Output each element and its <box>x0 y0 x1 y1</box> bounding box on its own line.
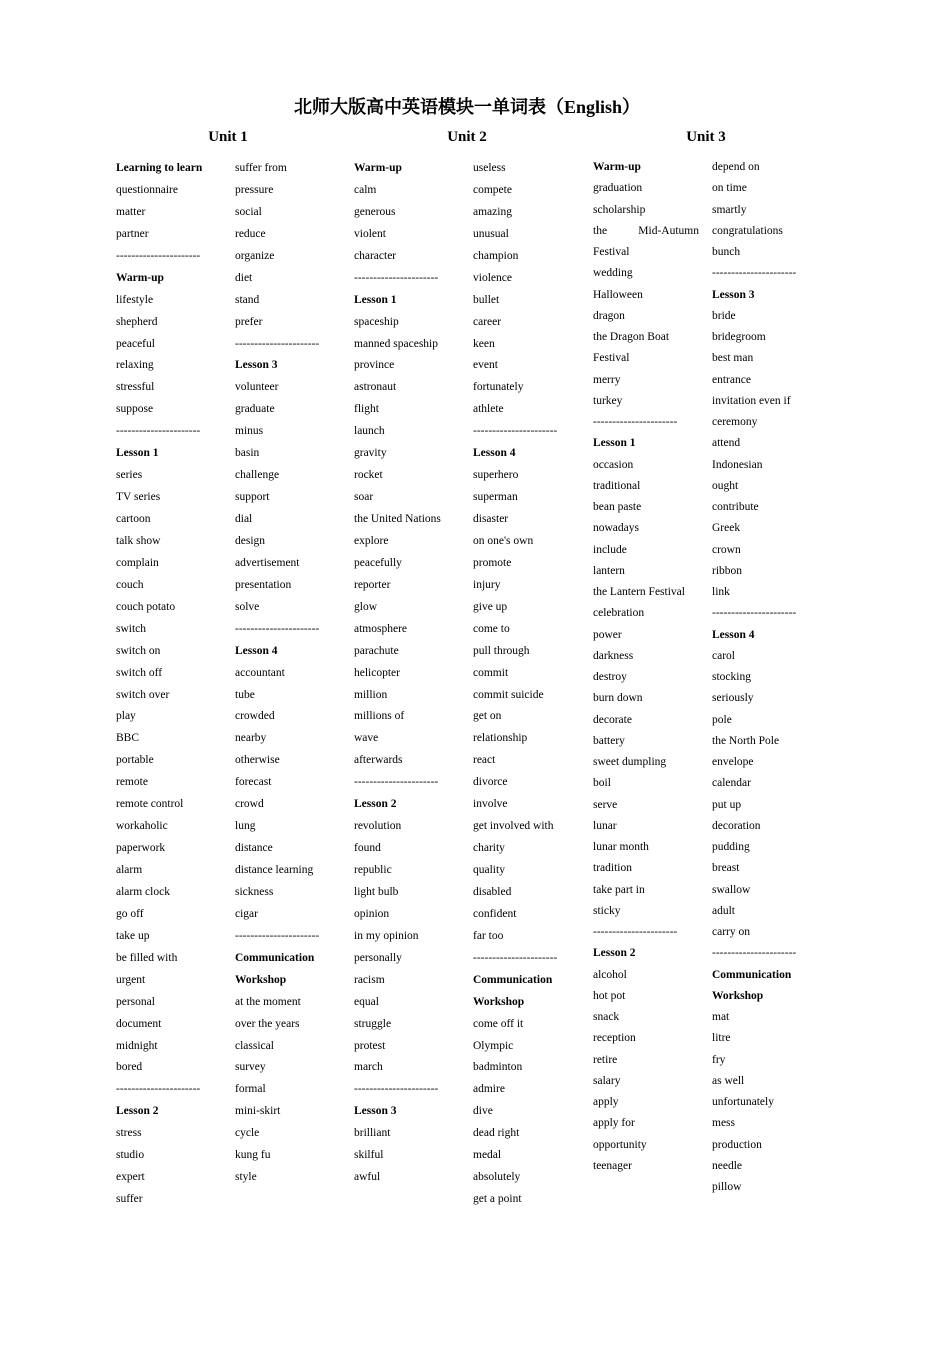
vocab-word: Halloween <box>593 288 643 301</box>
vocab-word: rocket <box>354 469 383 482</box>
section-heading: Workshop <box>712 989 764 1002</box>
vocab-word: destroy <box>593 671 627 683</box>
vocab-word: absolutely <box>473 1171 521 1184</box>
vocab-word: racism <box>354 973 385 986</box>
vocab-word: production <box>712 1138 762 1151</box>
section-heading: Warm-up <box>354 162 402 174</box>
section-heading: Lesson 2 <box>354 798 397 811</box>
vocab-word: the United Nations <box>354 513 441 525</box>
vocab-word: diet <box>235 271 253 284</box>
vocab-word: suffer <box>116 1193 143 1206</box>
vocab-word: breast <box>712 862 740 875</box>
vocab-word: reporter <box>354 578 391 591</box>
vocab-word: opinion <box>354 907 390 920</box>
vocab-word: graduation <box>593 182 643 195</box>
vocab-word: commit suicide <box>473 688 544 701</box>
vocab-word: disabled <box>473 885 512 898</box>
vocab-word: give up <box>473 600 508 613</box>
vocab-word: violence <box>473 271 512 284</box>
section-divider: ---------------------- <box>593 926 678 938</box>
vocab-word: switch off <box>116 666 163 679</box>
vocab-word: fry <box>712 1053 726 1066</box>
vocab-word: play <box>116 710 136 723</box>
vocab-word: superhero <box>473 469 519 482</box>
vocab-word: pressure <box>235 183 274 196</box>
section-divider: ---------------------- <box>712 607 797 620</box>
vocab-word: explore <box>354 534 389 547</box>
vocab-word: midnight <box>116 1039 158 1052</box>
vocab-word: republic <box>354 864 392 876</box>
vocab-word: switch over <box>116 688 170 701</box>
section-heading: Communication <box>473 973 553 986</box>
vocab-word: over the years <box>235 1017 300 1030</box>
vocab-word: flight <box>354 403 379 416</box>
vocab-word: couch <box>116 578 144 591</box>
vocab-word: suppose <box>116 403 154 416</box>
vocab-word: document <box>116 1017 162 1030</box>
vocab-word: pull through <box>473 644 530 657</box>
vocab-word: serve <box>593 798 618 811</box>
vocab-word: advertisement <box>235 556 300 569</box>
vocab-word: mess <box>712 1117 735 1130</box>
vocab-word: challenge <box>235 469 280 482</box>
vocab-word: adult <box>712 904 735 917</box>
vocab-word: workaholic <box>116 820 168 833</box>
vocab-word: commit <box>473 666 509 679</box>
vocab-word: formal <box>235 1083 266 1096</box>
vocab-word: Olympic <box>473 1039 514 1052</box>
page-title: 北师大版高中英语模块一单词表（English） <box>293 97 641 117</box>
section-heading: Lesson 4 <box>235 644 278 657</box>
vocab-word: generous <box>354 205 396 218</box>
vocab-word: congratulations <box>712 224 783 237</box>
vocab-word: darkness <box>593 649 634 662</box>
vocab-word: alarm <box>116 864 143 876</box>
vocab-word: skilful <box>354 1149 384 1162</box>
vocab-word: career <box>473 315 502 328</box>
vocab-word: carry on <box>712 926 750 938</box>
vocab-word: series <box>116 469 143 482</box>
unit-heading: Unit 2 <box>447 129 487 145</box>
vocab-word: sweet dumpling <box>593 756 667 768</box>
vocab-word: talk show <box>116 534 161 547</box>
vocab-word: stress <box>116 1127 142 1140</box>
vocab-word: disaster <box>473 513 509 525</box>
vocab-word: boil <box>593 777 611 790</box>
vocab-word: tradition <box>593 862 632 875</box>
vocab-word: take up <box>116 929 150 942</box>
vocab-word: TV series <box>116 491 161 504</box>
vocab-word: take part in <box>593 883 645 896</box>
section-divider: ---------------------- <box>473 951 558 964</box>
vocab-word: come off it <box>473 1017 524 1030</box>
vocab-word: wave <box>354 732 379 745</box>
section-divider: ---------------------- <box>354 776 439 789</box>
section-divider: ---------------------- <box>116 1083 201 1096</box>
vocab-word: basin <box>235 447 260 460</box>
vocab-word: questionnaire <box>116 183 178 196</box>
vocab-word: include <box>593 543 627 556</box>
vocab-word: salary <box>593 1074 621 1087</box>
vocab-word: crowded <box>235 710 275 723</box>
vocab-word: pillow <box>712 1181 742 1193</box>
vocab-word: survey <box>235 1061 266 1074</box>
vocab-word: social <box>235 205 262 218</box>
vocab-word: studio <box>116 1149 145 1162</box>
vocab-word: equal <box>354 995 379 1008</box>
vocab-word: unfortunately <box>712 1096 774 1108</box>
section-heading: Lesson 2 <box>593 947 636 960</box>
vocab-word: lifestyle <box>116 293 154 306</box>
vocab-word: charity <box>473 842 505 855</box>
vocab-word: cartoon <box>116 513 151 525</box>
vocab-word: burn down <box>593 692 643 705</box>
vocab-word: opportunity <box>593 1138 647 1151</box>
vocab-word: compete <box>473 183 512 196</box>
vocab-word: involve <box>473 798 508 811</box>
section-heading: Lesson 3 <box>712 288 755 301</box>
vocab-word: expert <box>116 1171 145 1184</box>
vocab-word: protest <box>354 1039 386 1052</box>
vocab-word: be filled with <box>116 951 178 964</box>
vocab-word: entrance <box>712 373 751 386</box>
vocab-word: come to <box>473 622 510 635</box>
vocab-word: contribute <box>712 501 759 513</box>
vocab-word: peacefully <box>354 556 402 569</box>
vocab-word: apply <box>593 1096 619 1108</box>
vocab-word: quality <box>473 864 505 876</box>
vocab-word: divorce <box>473 776 508 789</box>
vocab-word: glow <box>354 600 377 613</box>
vocab-word: on time <box>712 182 747 195</box>
vocab-word: far too <box>473 929 504 942</box>
vocab-word: nearby <box>235 732 267 745</box>
vocab-word: march <box>354 1061 383 1074</box>
vocab-word: awful <box>354 1171 381 1184</box>
vocab-word: graduate <box>235 403 275 416</box>
vocab-word: the North Pole <box>712 734 780 747</box>
vocab-word: react <box>473 754 496 767</box>
vocab-word: prefer <box>235 315 263 328</box>
vocab-word: battery <box>593 734 625 747</box>
word-column <box>116 158 226 1211</box>
vocab-word: dial <box>235 513 253 525</box>
vocab-word: alcohol <box>593 968 627 981</box>
vocab-word: found <box>354 842 381 855</box>
vocab-word: style <box>235 1171 257 1184</box>
vocab-word: astronaut <box>354 381 397 394</box>
vocab-word: retire <box>593 1053 618 1066</box>
vocab-word: urgent <box>116 973 146 986</box>
vocab-word: confident <box>473 907 517 920</box>
vocab-word: ceremony <box>712 416 758 428</box>
vocab-word: the Dragon Boat <box>593 331 670 343</box>
vocab-word: apply for <box>593 1117 635 1130</box>
vocab-word: switch on <box>116 644 161 657</box>
vocab-word: organize <box>235 249 275 262</box>
vocab-word: soar <box>354 491 374 504</box>
vocab-word: alarm clock <box>116 885 170 898</box>
vocab-word: parachute <box>354 644 399 657</box>
vocab-word: put up <box>712 798 742 811</box>
section-divider: ---------------------- <box>235 929 320 942</box>
vocab-word: admire <box>473 1083 505 1096</box>
unit-heading: Unit 1 <box>208 129 248 145</box>
vocab-word: matter <box>116 205 146 218</box>
vocab-word: best man <box>712 352 754 365</box>
vocab-word: turkey <box>593 394 623 407</box>
vocab-word: lung <box>235 820 256 833</box>
section-heading: Lesson 1 <box>116 447 159 460</box>
vocab-word: bean paste <box>593 501 642 513</box>
vocab-word: on one's own <box>473 534 534 547</box>
vocab-word: pole <box>712 713 732 726</box>
vocab-word: BBC <box>116 732 140 745</box>
vocab-word: merry <box>593 373 621 386</box>
vocab-word: the Lantern Festival <box>593 586 685 598</box>
word-column <box>473 158 583 1211</box>
vocab-word: relaxing <box>116 359 154 372</box>
vocab-word: in my opinion <box>354 929 419 942</box>
section-heading: Warm-up <box>593 161 641 173</box>
vocab-word: smartly <box>712 203 747 216</box>
vocab-word: brilliant <box>354 1127 391 1140</box>
vocab-word: character <box>354 249 397 262</box>
section-divider: ---------------------- <box>116 425 201 438</box>
vocab-word: mini-skirt <box>235 1105 281 1118</box>
vocab-word: peaceful <box>116 337 155 350</box>
vocab-word: go off <box>116 907 144 920</box>
vocab-word: champion <box>473 249 519 262</box>
vocab-word: classical <box>235 1039 274 1052</box>
vocab-word: suffer from <box>235 162 287 174</box>
vocab-word: personally <box>354 951 402 964</box>
vocab-word: amazing <box>473 205 512 218</box>
vocab-word: Greek <box>712 522 741 535</box>
section-heading: Workshop <box>235 973 287 986</box>
vocab-word: gravity <box>354 447 387 460</box>
section-divider: ---------------------- <box>712 947 797 960</box>
vocab-word: get involved with <box>473 820 554 833</box>
vocab-word: as well <box>712 1074 745 1087</box>
vocab-word: stocking <box>712 671 751 683</box>
vocab-word: stressful <box>116 381 155 394</box>
vocab-word: wedding <box>593 267 633 280</box>
vocab-word: promote <box>473 556 512 569</box>
section-heading: Lesson 2 <box>116 1105 159 1118</box>
word-column <box>593 157 699 1177</box>
vocab-word: design <box>235 534 266 547</box>
vocab-word: ought <box>712 479 739 492</box>
vocab-word: dead right <box>473 1127 520 1140</box>
vocab-word: stand <box>235 293 260 306</box>
vocab-word: province <box>354 359 395 372</box>
vocab-word: hot pot <box>593 989 626 1002</box>
vocab-word: calm <box>354 183 377 196</box>
section-heading: Communication <box>712 968 792 981</box>
vocab-word: seriously <box>712 692 754 705</box>
vocab-word: traditional <box>593 479 641 492</box>
vocab-word: pudding <box>712 841 750 853</box>
vocab-word: Festival <box>593 246 630 258</box>
vocab-word: support <box>235 491 270 504</box>
vocab-word: keen <box>473 337 495 350</box>
vocab-word: kung fu <box>235 1149 271 1162</box>
vocab-word: million <box>354 688 388 701</box>
word-column <box>712 157 818 1198</box>
vocab-word: struggle <box>354 1017 392 1030</box>
vocab-word: spaceship <box>354 315 399 328</box>
vocab-word: unusual <box>473 227 509 240</box>
vocab-word: millions of <box>354 710 405 723</box>
vocab-word: lunar month <box>593 841 649 853</box>
section-heading: Lesson 3 <box>235 359 278 372</box>
vocab-word: otherwise <box>235 754 280 767</box>
vocab-word: solve <box>235 600 260 613</box>
vocab-word <box>593 221 699 242</box>
vocab-word: ribbon <box>712 564 743 577</box>
vocab-word: sickness <box>235 885 274 898</box>
vocab-word: distance learning <box>235 864 314 876</box>
vocab-word: helicopter <box>354 666 400 679</box>
vocab-word: couch potato <box>116 600 176 613</box>
vocab-word: scholarship <box>593 203 646 216</box>
vocab-word: needle <box>712 1159 743 1172</box>
vocab-word: paperwork <box>116 842 166 855</box>
vocab-word: volunteer <box>235 381 279 394</box>
vocab-word: accountant <box>235 666 285 679</box>
vocab-word: bride <box>712 309 736 322</box>
vocab-word: afterwards <box>354 754 403 767</box>
vocab-word: injury <box>473 578 501 591</box>
vocab-word: invitation even if <box>712 394 791 407</box>
vocab-word: bunch <box>712 246 741 258</box>
vocab-word: shepherd <box>116 315 158 328</box>
vocab-word: calendar <box>712 777 751 790</box>
vocab-word: dragon <box>593 309 625 322</box>
vocab-word: crowd <box>235 798 264 811</box>
vocab-word: violent <box>354 227 386 240</box>
vocab-word: medal <box>473 1149 502 1162</box>
vocab-word: personal <box>116 995 155 1008</box>
vocab-word: relationship <box>473 732 528 745</box>
section-heading: Lesson 4 <box>473 447 516 460</box>
vocab-word: occasion <box>593 458 634 471</box>
section-heading: Lesson 1 <box>593 437 636 450</box>
vocab-word: decorate <box>593 713 632 726</box>
vocab-word: athlete <box>473 403 504 416</box>
vocab-word: remote <box>116 776 148 789</box>
vocab-word: launch <box>354 425 385 438</box>
vocab-word: lantern <box>593 564 625 577</box>
word-column <box>354 158 464 1189</box>
vocab-word: sticky <box>593 904 621 917</box>
vocab-word: atmosphere <box>354 622 408 635</box>
vocab-word: Festival <box>593 352 630 365</box>
vocab-word: nowadays <box>593 522 639 535</box>
vocab-word: minus <box>235 425 264 438</box>
vocab-word: get a point <box>473 1193 522 1206</box>
section-divider: ---------------------- <box>235 337 320 350</box>
section-heading: Learning to learn <box>116 162 203 174</box>
vocab-word-part: Mid-Autumn <box>638 224 699 237</box>
section-divider: ---------------------- <box>116 249 201 262</box>
vocab-word: envelope <box>712 756 754 768</box>
section-divider: ---------------------- <box>473 425 558 438</box>
vocab-word: crown <box>712 543 741 556</box>
vocab-word: at the moment <box>235 995 301 1008</box>
vocab-word: cigar <box>235 907 258 920</box>
section-heading: Warm-up <box>116 271 164 284</box>
vocab-word: lunar <box>593 819 617 832</box>
section-divider: ---------------------- <box>593 416 678 428</box>
vocab-word-part: the <box>593 224 608 237</box>
section-heading: Lesson 4 <box>712 628 755 641</box>
vocab-word: complain <box>116 556 159 569</box>
vocab-word: presentation <box>235 578 292 591</box>
vocab-word: litre <box>712 1032 731 1045</box>
vocab-word: badminton <box>473 1061 523 1074</box>
vocab-word: get on <box>473 710 502 723</box>
vocab-word: switch <box>116 622 147 635</box>
vocab-word: mat <box>712 1011 730 1023</box>
vocab-word: tube <box>235 688 255 701</box>
vocab-word: distance <box>235 842 273 855</box>
vocab-word: bridegroom <box>712 331 766 343</box>
section-divider: ---------------------- <box>235 622 320 635</box>
vocab-word: manned spaceship <box>354 337 438 350</box>
section-heading: Communication <box>235 951 315 964</box>
vocab-word: event <box>473 359 498 372</box>
vocab-word: celebration <box>593 607 645 620</box>
vocab-word: carol <box>712 649 735 662</box>
vocab-word: teenager <box>593 1159 632 1172</box>
vocab-word: link <box>712 586 730 598</box>
vocab-word: power <box>593 628 622 641</box>
section-divider: ---------------------- <box>354 1083 439 1096</box>
vocab-word: attend <box>712 437 741 450</box>
vocab-word: light bulb <box>354 885 399 898</box>
section-heading: Lesson 3 <box>354 1105 397 1118</box>
vocab-word: depend on <box>712 161 760 173</box>
vocab-word: fortunately <box>473 381 524 394</box>
vocab-word: portable <box>116 754 154 767</box>
section-divider: ---------------------- <box>712 267 797 280</box>
vocab-word: useless <box>473 162 506 174</box>
vocab-word: superman <box>473 491 518 504</box>
vocab-word: dive <box>473 1105 493 1118</box>
section-heading: Workshop <box>473 995 525 1008</box>
vocab-word: reception <box>593 1032 636 1045</box>
section-heading: Lesson 1 <box>354 293 397 306</box>
vocab-word: revolution <box>354 820 402 833</box>
vocab-word: bored <box>116 1061 143 1074</box>
vocab-word: forecast <box>235 776 272 789</box>
vocab-word: Indonesian <box>712 458 763 471</box>
vocab-word: cycle <box>235 1127 260 1140</box>
section-divider: ---------------------- <box>354 271 439 284</box>
vocab-word: partner <box>116 227 149 240</box>
vocab-word: bullet <box>473 293 500 306</box>
vocab-word: remote control <box>116 798 184 811</box>
unit-heading: Unit 3 <box>686 129 726 145</box>
vocab-word: decoration <box>712 819 761 832</box>
vocab-word: snack <box>593 1011 620 1023</box>
word-column <box>235 158 345 1189</box>
vocab-word: reduce <box>235 227 266 240</box>
vocab-word: swallow <box>712 883 751 896</box>
